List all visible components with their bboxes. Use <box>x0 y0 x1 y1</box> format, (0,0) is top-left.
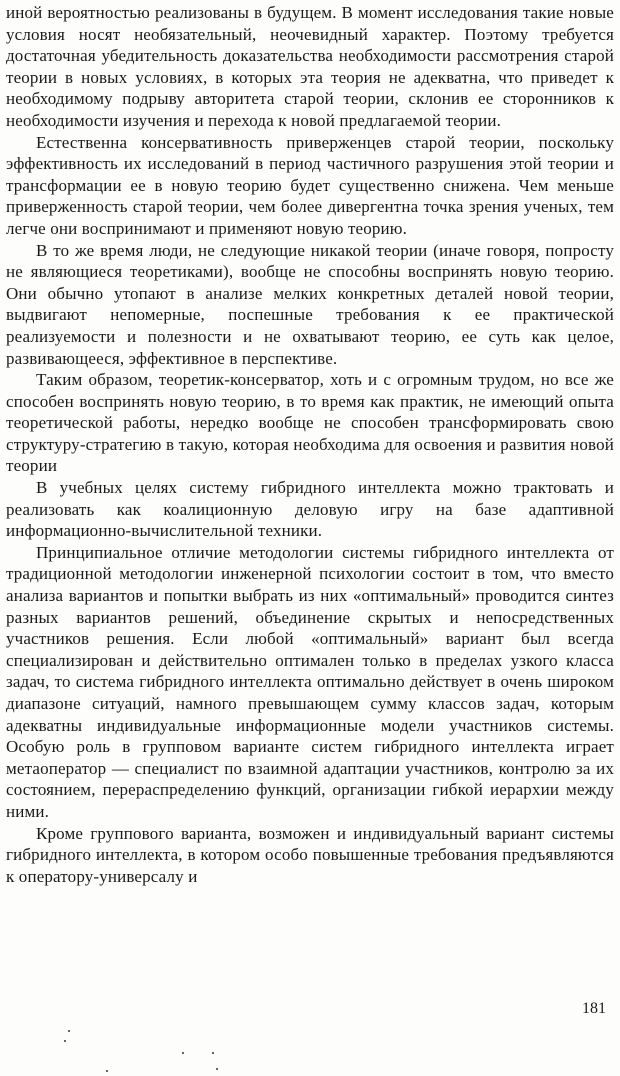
print-speck <box>68 1030 70 1032</box>
print-speck <box>212 1052 214 1054</box>
paragraph-7: Кроме группового варианта, возможен и индивидуальный вариант системы гибридного интеллекта, в котором особо повышенные требования предъявляются к оператору-универсалу и <box>6 823 614 886</box>
paragraph-5: В учебных целях систему гибридного интеллекта можно трактовать и реализовать как коалиционную деловую игру на базе адаптивной информационно-вычислительной техники. <box>6 478 614 541</box>
body-text <box>6 2 614 887</box>
paragraph-4: Таким образом, теоретик-консерватор, хоть и с огромным трудом, но все же способен воспринять новую теорию, в то время как практик, не имеющий опыта теоретической работы, нередко вообще не способен трансформировать свою структуру-стратегию в такую, которая необходима для освоения и развития новой теории <box>6 370 614 476</box>
paragraph-3: В то же время люди, не следующие никакой теории (иначе говоря, попросту не являющиеся теоретиками), вообще не способны воспринять новую теорию. Они обычно утопают в анализе мелких конкретных деталей новой теории, выдвигают непомерные, поспешные требования к ее практической реализуемости и полезности и не охватывают теорию, ее суть как целое, развивающееся, эффективное в перспективе. <box>6 240 614 368</box>
print-speck <box>106 1070 108 1072</box>
paragraph-6: Принципиальное отличие методологии системы гибридного интеллекта от традиционной методологии инженерной психологии состоит в том, что вместо анализа вариантов и попытки выбрать из них «оптимальный» проводится синтез разных вариантов решений, объединение скрытых и непосредственных участников решения. Если любой «оптимальный» вариант был всегда специализирован и действительно оптимален только в пределах узкого класса задач, то система гибридного интеллекта оптимально действует в очень широком диапазоне ситуаций, намного превышающем сумму классов задач, которым адекватны индивидуальные информационные модели участников системы. Особую роль в групповом варианте систем гибридного интеллекта играет метаоператор — специалист по взаимной адаптации участников, контролю за их состоянием, перераспределению функций, организации гибкой иерархии между ними. <box>6 542 614 821</box>
print-speck <box>182 1052 184 1054</box>
paragraph-1: иной вероятностью реализованы в будущем. В момент исследования такие новые условия носят необязательный, неочевидный характер. Поэтому требуется достаточная убедительность доказательства необходимости рассмотрения старой теории в новых условиях, в которых эта теория не адекватна, что приведет к необходимому подрыву авторитета старой теории, склонив ее сторонников к необходимости изучения и перехода к новой предлагаемой теории. <box>6 3 614 130</box>
print-speck <box>216 1068 218 1070</box>
paragraph-2: Естественна консервативность приверженцев старой теории, поскольку эффективность их исследований в период частичного разрушения этой теории и трансформации ее в новую теорию будет существенно снижена. Чем меньше приверженность старой теории, чем более дивергентна точка зрения ученых, тем легче они воспринимают и применяют новую теорию. <box>6 132 614 238</box>
print-speck <box>64 1040 66 1042</box>
page-number: 181 <box>582 1000 606 1017</box>
